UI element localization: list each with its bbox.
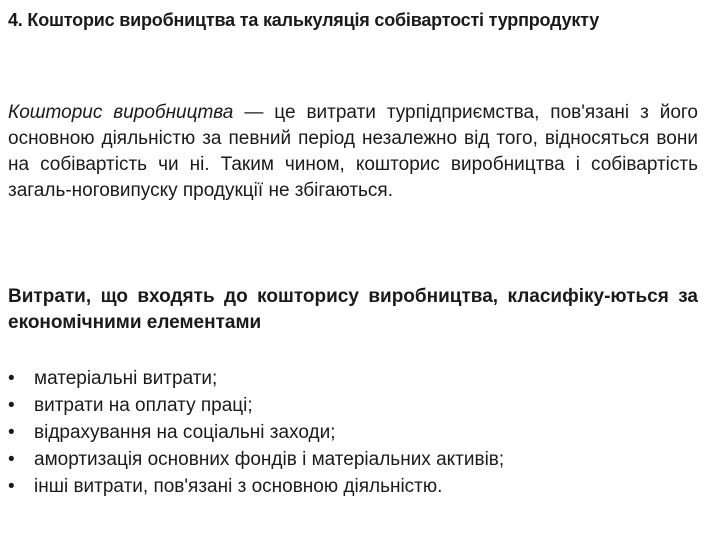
definition-paragraph [8, 100, 698, 204]
list-item-text: відрахування на соціальні заходи; [34, 422, 336, 443]
bullet-icon: • [8, 422, 15, 443]
definition-text: — це витрати турпідприємства, пов'язані з його основною діяльністю за певний період незалежно від того, відносяться вони на собівартість чи ні. Таким чином, кошторис виробництва і собівартість загаль-ноговипуску продукції не збігаються. [8, 102, 699, 201]
list-item-text: інші витрати, пов'язані з основною діяльністю. [34, 476, 443, 497]
list-item [8, 365, 504, 392]
list-item [8, 419, 504, 446]
definition-term: Кошторис виробництва [8, 102, 234, 123]
list-item [8, 446, 504, 473]
cost-elements-list [8, 365, 504, 500]
list-item [8, 392, 504, 419]
list-item-text: амортизація основних фондів і матеріальних активів; [34, 449, 505, 470]
bullet-icon: • [8, 368, 15, 389]
bullet-icon: • [8, 449, 15, 470]
bullet-icon: • [8, 476, 15, 497]
list-item-text: матеріальні витрати; [34, 368, 218, 389]
bullet-icon: • [8, 395, 15, 416]
list-item-text: витрати на оплату праці; [34, 395, 253, 416]
classification-heading: Витрати, що входять до кошторису виробництва, класифіку-ються за економічними елементами [8, 286, 698, 333]
slide-title: 4. Кошторис виробництва та калькуляція собівартості турпродукту [8, 10, 600, 30]
list-item [8, 473, 504, 500]
